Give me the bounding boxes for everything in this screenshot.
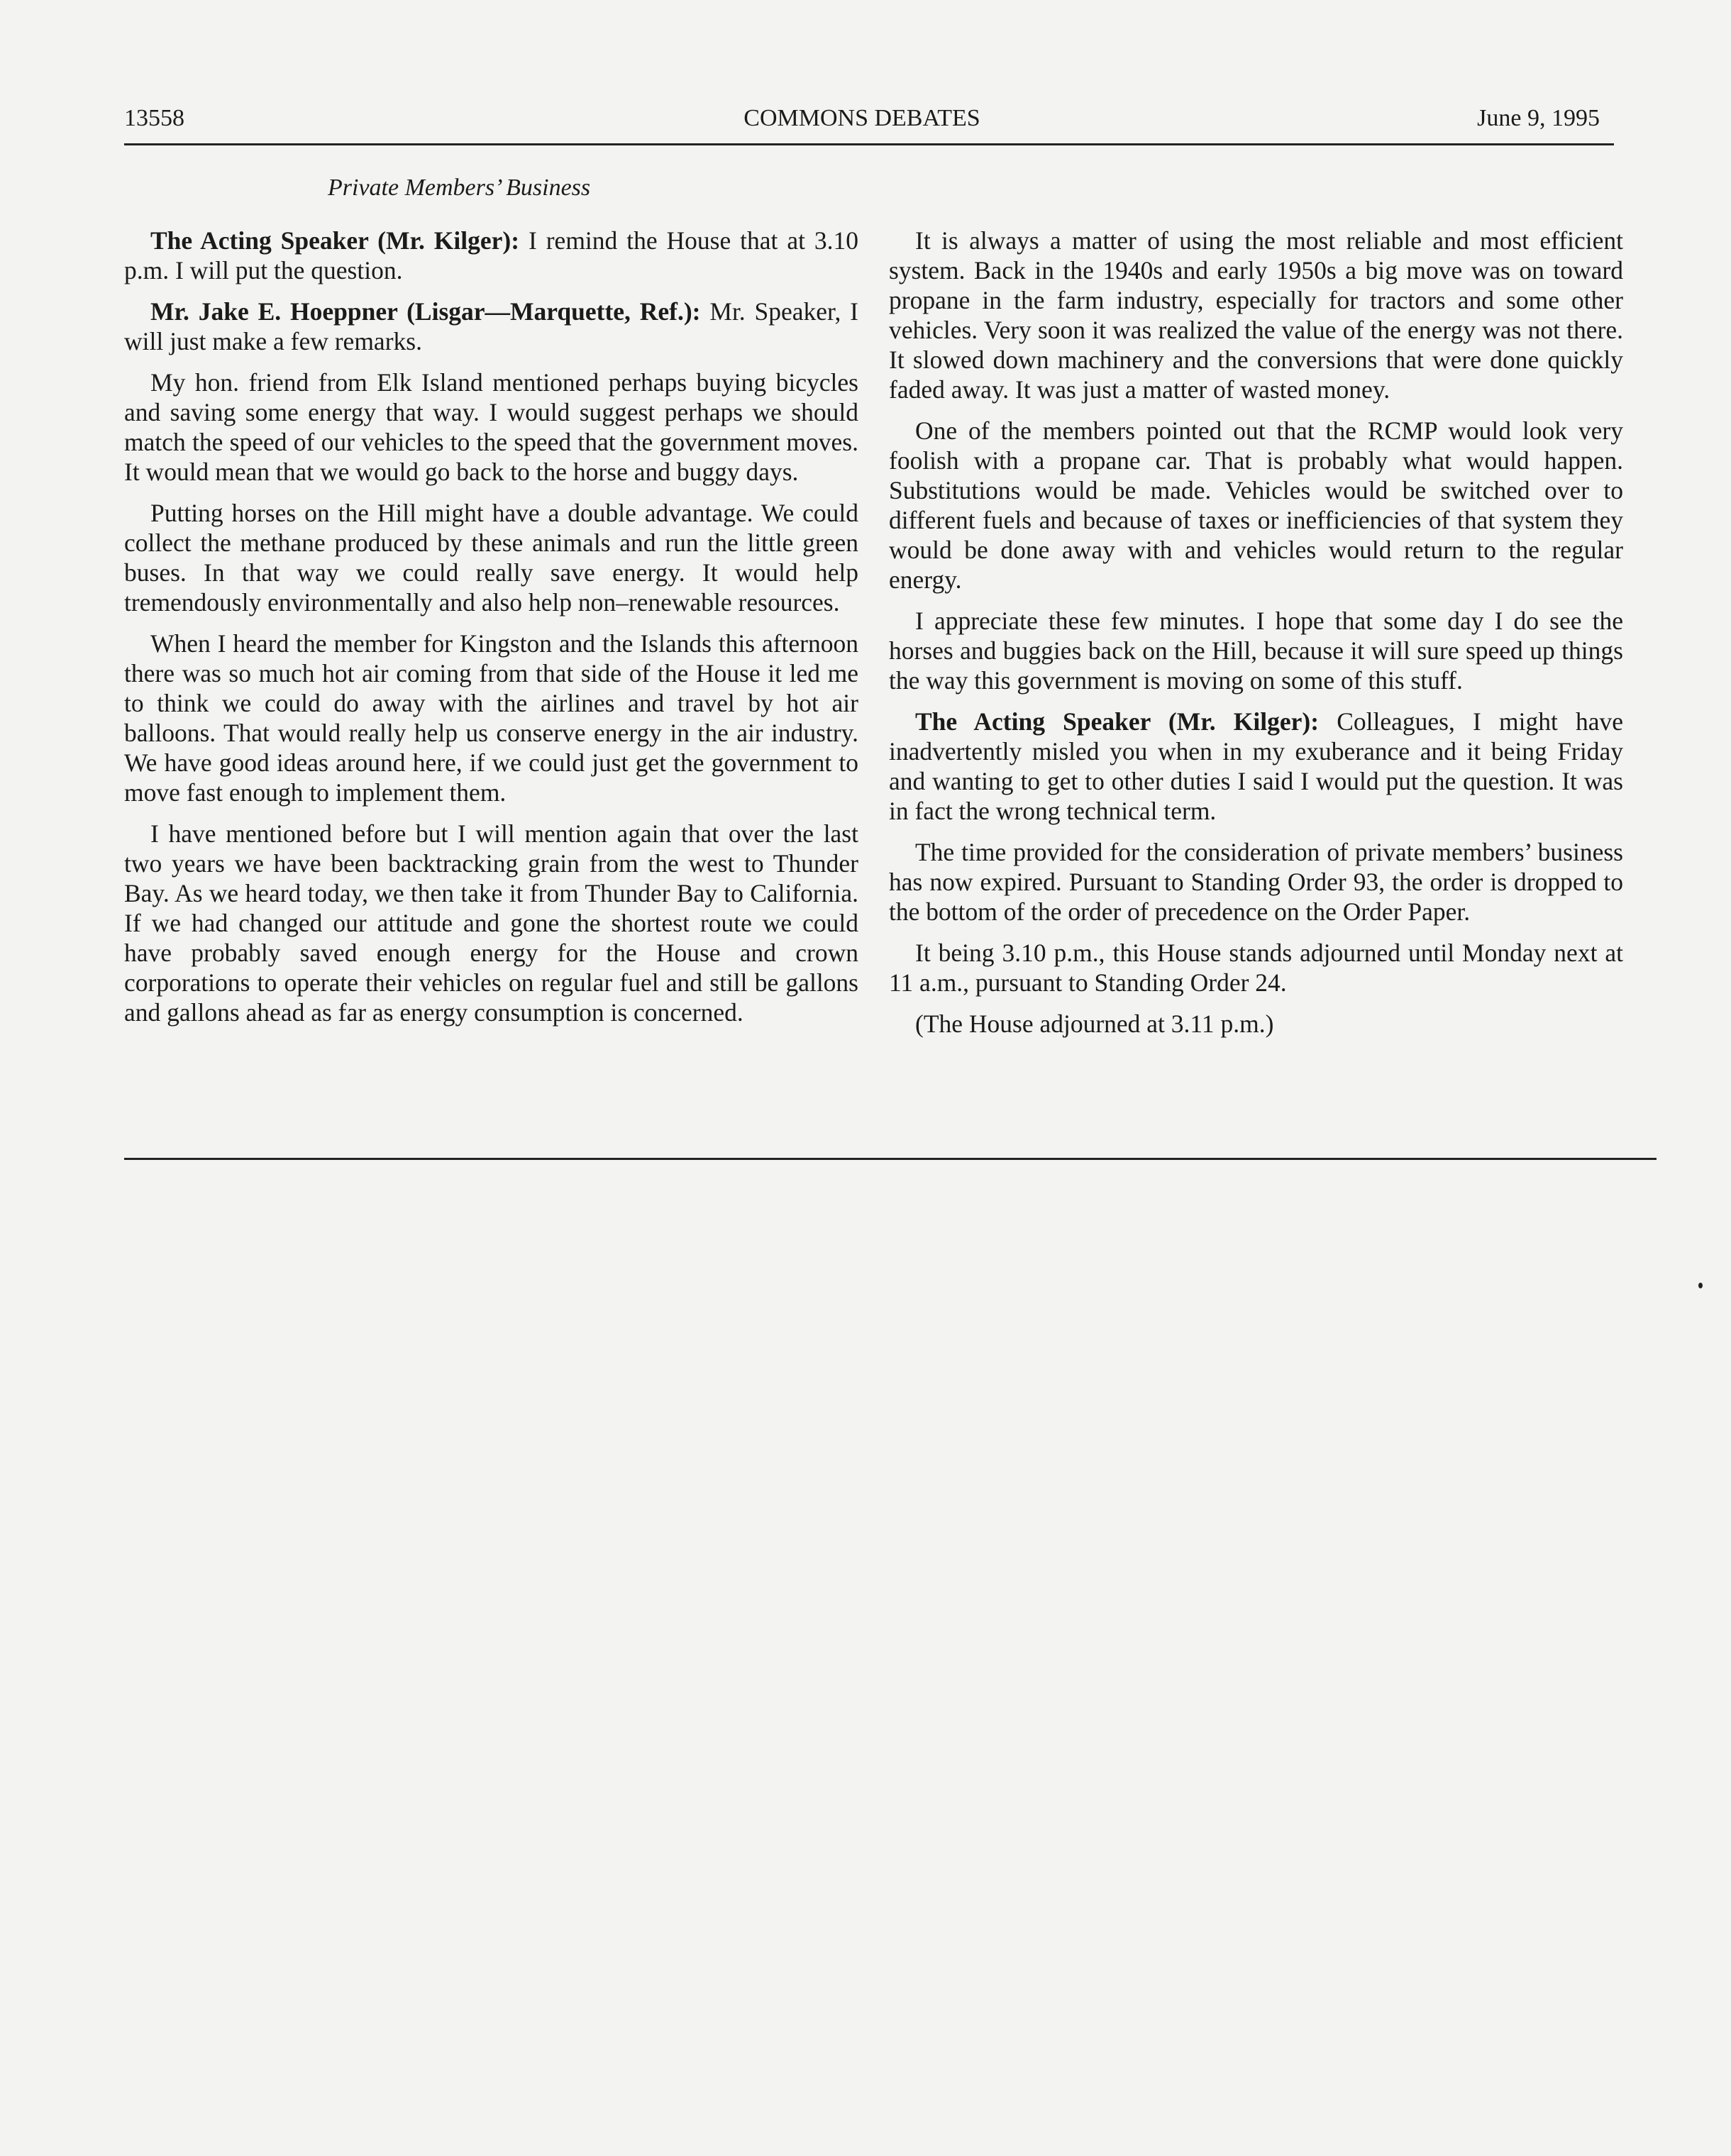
paragraph <box>889 707 1623 826</box>
paragraph <box>124 297 858 356</box>
paragraph <box>124 629 858 807</box>
paragraph <box>124 367 858 487</box>
paragraph-text: Mr. Speaker, I will just make a few remarks. <box>124 297 859 355</box>
speaker-name: The Acting Speaker (Mr. Kilger): <box>150 226 520 255</box>
paragraph-text: One of the members pointed out that the RCMP would look very foolish with a propane car. That is probably what would happen. Substitutions would be made. Vehicles would be switched over to different fuels and because of taxes or inefficiencies of that system they would be done away with and vehicles would return to the regular energy. <box>889 416 1623 594</box>
page-header <box>124 105 1600 140</box>
paragraph-text: I remind the House that at 3.10 p.m. I will put the question. <box>124 226 858 284</box>
paragraph <box>889 837 1623 927</box>
paragraph-text: Colleagues, I might have inadvertently misled you when in my exuberance and it being Friday and wanting to get to other duties I said I would put the question. It was in fact the wrong technical term. <box>889 707 1623 825</box>
paragraph <box>889 606 1623 695</box>
speaker-name: The Acting Speaker (Mr. Kilger): <box>915 707 1320 736</box>
paragraph <box>889 1009 1623 1039</box>
paragraph <box>124 819 858 1027</box>
paragraph-text: Putting horses on the Hill might have a double advantage. We could collect the methane produced by these animals and run the little green buses. In that way we could really save energy. It would help tremendously environmentally and also help non–renewable resources. <box>124 499 858 617</box>
paragraph-text: (The House adjourned at 3.11 p.m.) <box>915 1010 1274 1038</box>
paragraph <box>124 226 858 285</box>
ink-speck <box>1698 1283 1703 1288</box>
left-column <box>124 226 858 1039</box>
section-heading: Private Members’ Business <box>328 175 591 201</box>
right-column <box>889 226 1623 1050</box>
paragraph <box>889 416 1623 595</box>
publication-title: COMMONS DEBATES <box>743 105 980 131</box>
page-number: 13558 <box>124 105 184 131</box>
header-rule <box>124 143 1614 145</box>
paragraph-text: It is always a matter of using the most reliable and most efficient system. Back in the 1940s and early 1950s a big move was on toward propane in the farm industry, especially for tractors and some other vehicles. Very soon it was realized the value of the energy was not there. It slowed down machinery and the conversions that were done quickly faded away. It was just a matter of wasted money. <box>889 226 1623 404</box>
footer-rule <box>124 1158 1657 1160</box>
paragraph-text: The time provided for the consideration of private members’ business has now expired. Pursuant to Standing Order 93, the order is dropped to the bottom of the order of precedence on the Order Paper. <box>889 838 1623 926</box>
publication-date: June 9, 1995 <box>1477 105 1600 131</box>
paragraph <box>889 938 1623 997</box>
paragraph-text: My hon. friend from Elk Island mentioned perhaps buying bicycles and saving some energy that way. I would suggest perhaps we should match the speed of our vehicles to the speed that the government moves. It would mean that we would go back to the horse and buggy days. <box>124 368 858 486</box>
paragraph <box>124 498 858 617</box>
paragraph-text: When I heard the member for Kingston and the Islands this afternoon there was so much hot air coming from that side of the House it led me to think we could do away with the airlines and travel by hot air balloons. That would really help us conserve energy in the air industry. We have good ideas around here, if we could just get the government to move fast enough to implement them. <box>124 629 858 807</box>
paragraph <box>889 226 1623 404</box>
paragraph-text: I appreciate these few minutes. I hope that some day I do see the horses and buggies back on the Hill, because it will sure speed up things the way this government is moving on some of this stuff. <box>889 607 1623 695</box>
paragraph-text: I have mentioned before but I will mention again that over the last two years we have been backtracking grain from the west to Thunder Bay. As we heard today, we then take it from Thunder Bay to California. If we had changed our attitude and gone the shortest route we could have probably saved enough energy for the House and crown corporations to operate their vehicles on regular fuel and still be gallons and gallons ahead as far as energy consumption is concerned. <box>124 819 858 1027</box>
speaker-name: Mr. Jake E. Hoeppner (Lisgar—Marquette, Ref.): <box>150 297 701 326</box>
paragraph-text: It being 3.10 p.m., this House stands adjourned until Monday next at 11 a.m., pursuant to Standing Order 24. <box>889 939 1623 997</box>
